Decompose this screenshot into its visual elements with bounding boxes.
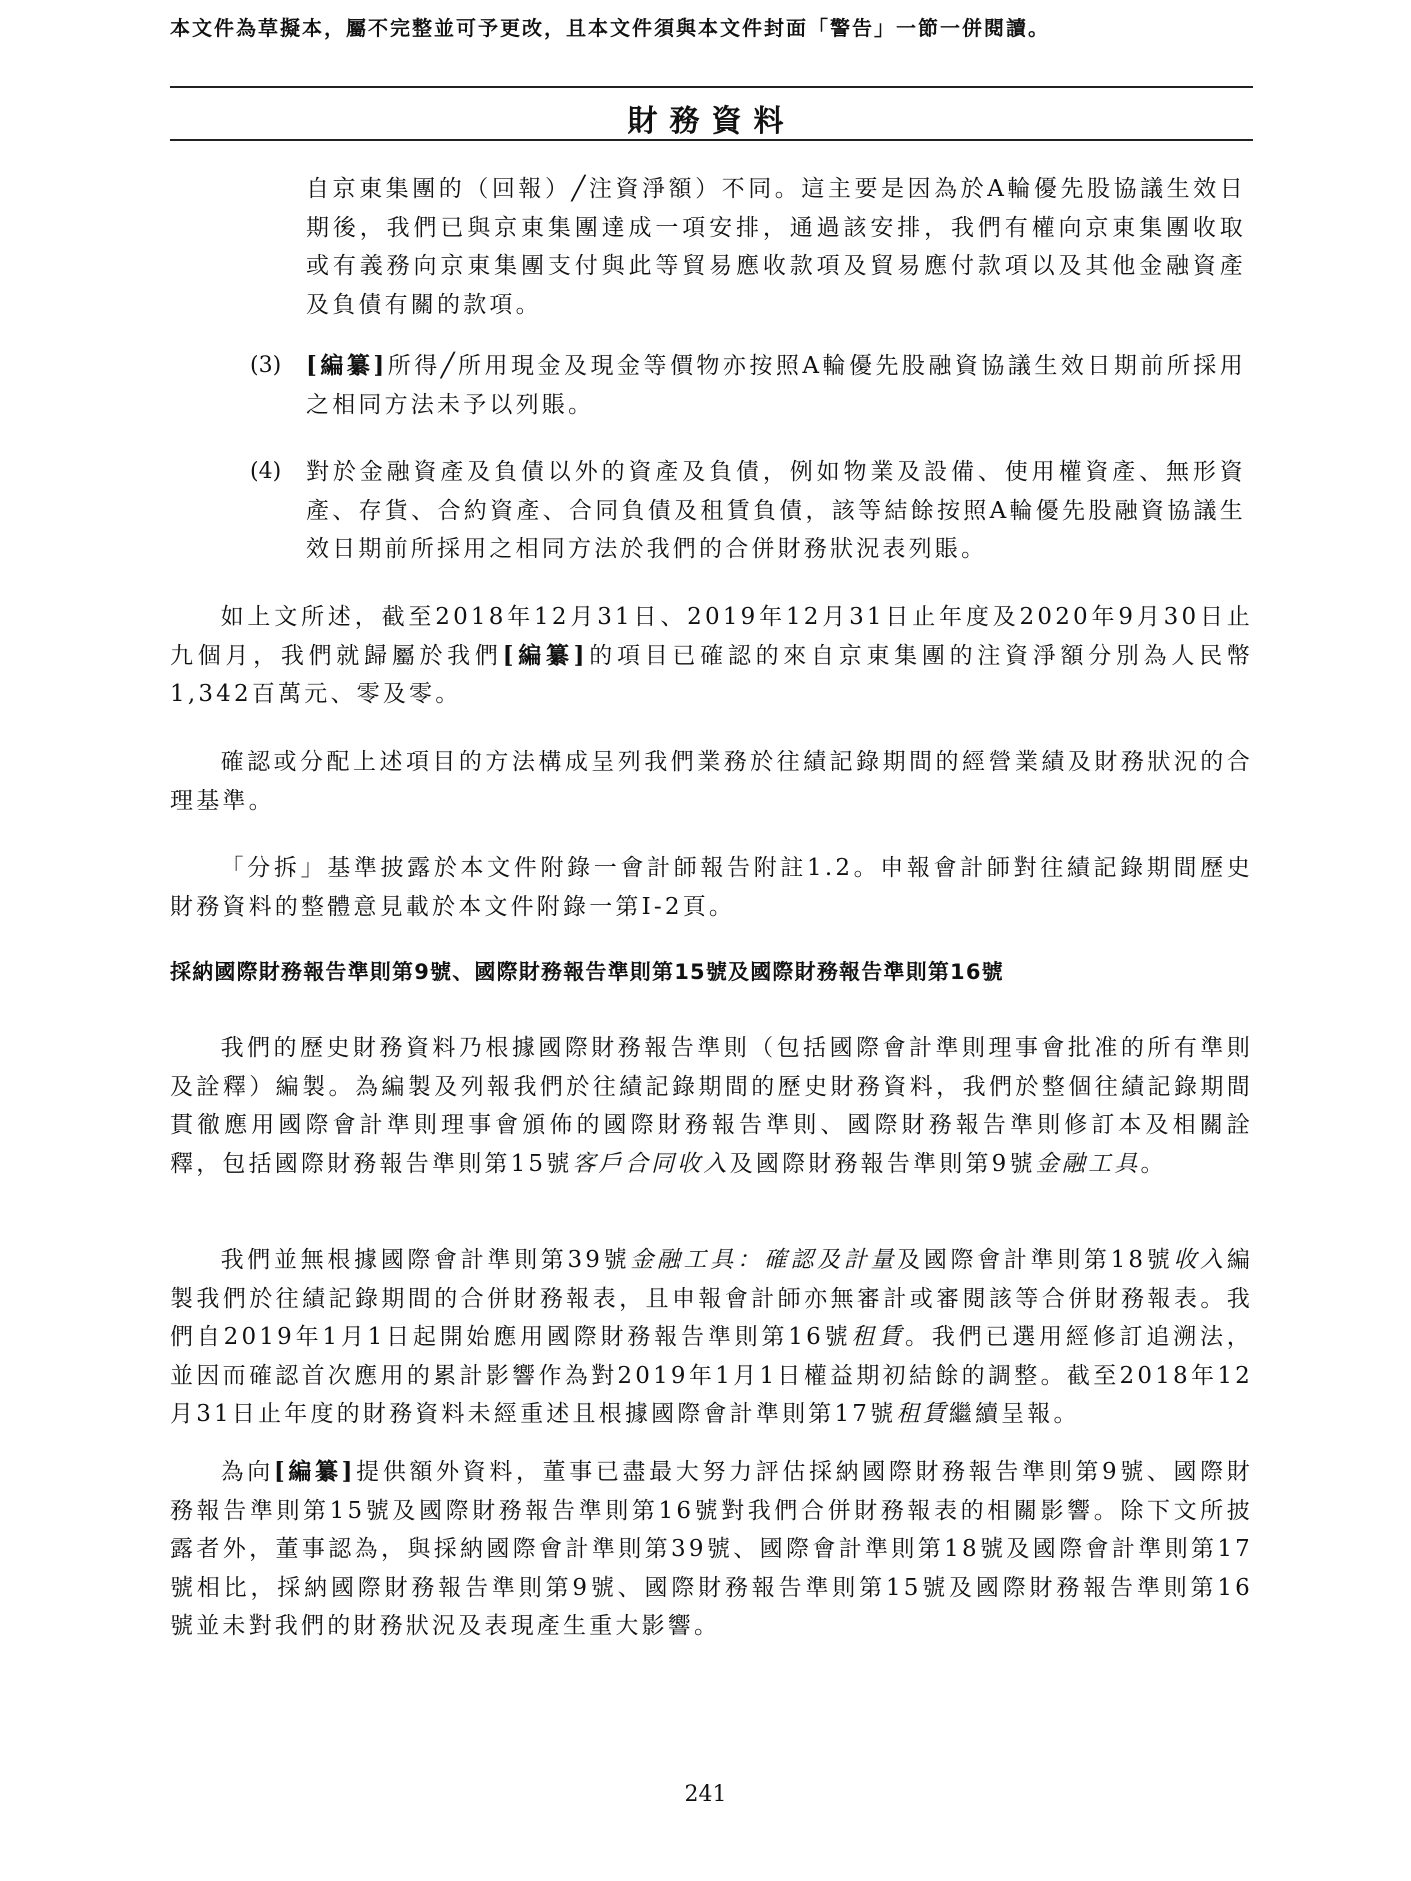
header-rule-top — [170, 86, 1253, 88]
net-capital-part-1: 如上文所述，截至2018年12月31日、2019年12月31日止年度及2020年9月30日止九個月，我們就歸屬於我們 — [170, 604, 1253, 669]
ias-39-title: 金融工具：確認及計量 — [630, 1247, 898, 1273]
section-heading: 採納國際財務報告準則第9號、國際財務報告準則第15號及國際財務報告準則第16號 — [170, 960, 1004, 984]
ias-part-4: 。我們已選用經修訂追溯法，並因而確認首次應用的累計影響作為對2019年1月1日權益期初結餘的調整。截至2018年12月31日止年度的財務資料未經重述且根據國際會計準則第17號 — [170, 1324, 1253, 1427]
header-rule-bottom — [170, 139, 1253, 141]
item-4-number: (4) — [250, 459, 282, 484]
ias-17-title: 租賃 — [896, 1401, 949, 1427]
redacted-marker: [編纂] — [306, 352, 388, 379]
ias-part-2: 及國際會計準則第18號 — [897, 1247, 1174, 1273]
ias-part-3: 編製我們於往績記錄期間的合併財務報表，且申報會計師亦無審計或審閱該等合併財務報表。我們自2019年1月1日起開始應用國際財務報告準則第16號 — [170, 1247, 1254, 1350]
ias-part-5: 繼續呈報。 — [948, 1401, 1080, 1427]
continuation-paragraph: 自京東集團的（回報）╱注資淨額）不同。這主要是因為於A輪優先股協議生效日期後，我們已與京東集團達成一項安排，通過該安排，我們有權向京東集團收取或有義務向京東集團支付與此等貿易應收款項及貿易應付款項以及其他金融資產及負債有關的款項。 — [306, 176, 1246, 318]
carve-out-paragraph: 「分拆」基準披露於本文件附錄一會計師報告附註1.2。申報會計師對往績記錄期間歷史財務資料的整體意見載於本文件附錄一第I-2頁。 — [170, 855, 1253, 920]
net-capital-paragraph — [170, 598, 1253, 714]
draft-warning-banner: 本文件為草擬本，屬不完整並可予更改，且本文件須與本文件封面「警告」一節一併閱讀。 — [170, 16, 1050, 40]
ifrs-9-title: 金融工具 — [1035, 1150, 1141, 1177]
item-3-body: 所得╱所用現金及現金等價物亦按照A輪優先股融資協議生效日期前所採用之相同方法未予以列賬。 — [306, 353, 1246, 418]
item-3-number: (3) — [250, 353, 282, 378]
ifrs-part-3: 。 — [1140, 1150, 1167, 1177]
impact-paragraph — [170, 1453, 1253, 1646]
ias-paragraph — [170, 1241, 1253, 1434]
net-capital-part-2: 的項目已確認的來自京東集團的注資淨額分別為人民幣1,342百萬元、零及零。 — [170, 642, 1253, 707]
ifrs-16-title: 租賃 — [851, 1324, 906, 1350]
redacted-marker: [編纂] — [502, 641, 588, 669]
ias-part-1: 我們並無根據國際會計準則第39號 — [220, 1247, 631, 1273]
redacted-marker: [編纂] — [273, 1458, 356, 1485]
ifrs-paragraph — [170, 1029, 1253, 1183]
impact-part-2: 提供額外資料，董事已盡最大努力評估採納國際財務報告準則第9號、國際財務報告準則第15號及國際財務報告準則第16號對我們合併財務報表的相關影響。除下文所披露者外，董事認為，與採納國際會計準則第39號、國際會計準則第18號及國際會計準則第17號相比，採納國際財務報告準則第9號、國際財務報告準則第15號及國際財務報告準則第16號並未對我們的財務狀況及表現產生重大影響。 — [170, 1459, 1253, 1639]
page-number: 241 — [684, 1782, 727, 1807]
ifrs-part-2: 及國際財務報告準則第9號 — [729, 1150, 1036, 1177]
ifrs-part-1: 我們的歷史財務資料乃根據國際財務報告準則（包括國際會計準則理事會批准的所有準則及詮釋）編製。為編製及列報我們於往績記錄期間的歷史財務資料，我們於整個往績記錄期間貫徹應用國際會計準則理事會頒佈的國際財務報告準則、國際財務報告準則修訂本及相關詮釋，包括國際財務報告準則第15號 — [170, 1035, 1253, 1177]
ifrs-15-title: 客戶合同收入 — [572, 1150, 730, 1177]
basis-paragraph: 確認或分配上述項目的方法構成呈列我們業務於往績記錄期間的經營業績及財務狀況的合理基準。 — [170, 749, 1253, 814]
impact-part-1: 為向 — [220, 1459, 274, 1485]
page-title: 財務資料 — [627, 104, 796, 139]
ias-18-title: 收入 — [1173, 1247, 1227, 1273]
item-3-text — [306, 347, 1246, 424]
item-4-text: 對於金融資產及負債以外的資產及負債，例如物業及設備、使用權資產、無形資產、存貨、合約資產、合同負債及租賃負債，該等結餘按照A輪優先股融資協議生效日期前所採用之相同方法於我們的合併財務狀況表列賬。 — [306, 459, 1246, 562]
